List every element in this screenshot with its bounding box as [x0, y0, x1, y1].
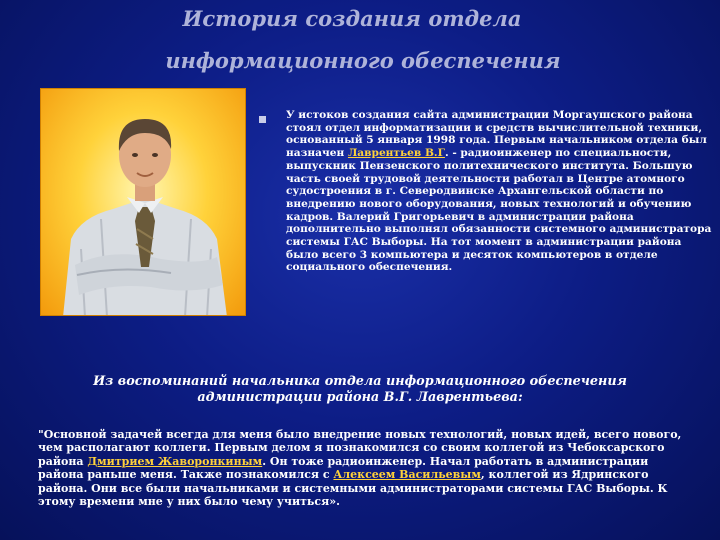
quote-text-part1: "Основной задачей всегда для меня было внедрение новых технологий, новых идей, всего нового, чем располагают коллеги. Первым делом я познакомился со своим коллегой из Чебоксарского района [38, 428, 682, 468]
quote-text-part2: . Он тоже радиоинженер. Начал работать в администрации района раньше меня. Также познакомился с [38, 454, 649, 482]
portrait-illustration [41, 89, 246, 316]
lavrentyev-link[interactable]: Лаврентьев В.Г [347, 147, 445, 160]
slide-title-line2: информационного обеспечения [165, 48, 561, 73]
vasiliev-link[interactable]: Алексеем Васильевым [333, 468, 481, 482]
quote-text-part3: , коллегой из Ядринского района. Они все были начальниками и системными администраторами системы ГАС Выборы. К этому времени мне у них было чему учиться». [38, 468, 668, 509]
memoir-heading: Из воспоминаний начальника отдела информационного обеспечения администрации района В.Г. Лаврентьева: [93, 374, 627, 405]
history-text-part2: . - радиоинженер по специальности, выпускник Пензенского политехнического института. Большую часть своей трудовой деятельности работал в Центре атомного судостроения в г. Северодвинске Архангельской области по внедрению нового оборудования, новых технологий и обучению кадров. Валерий Григорьевич в администрации района дополнительно выполнял обязанности системного администратора системы ГАС Выборы. На тот момент в администрации района было всего 3 компьютера и десяток компьютеров в отделе социального обеспечения. [286, 147, 712, 274]
slide-title-line1: История создания отдела [182, 6, 522, 31]
bullet-square-icon [259, 116, 266, 123]
zhavoronkin-link[interactable]: Дмитрием Жаворонкиным [87, 454, 263, 468]
history-text-part1: У истоков создания сайта администрации Моргаушского района стоял отдел информатизации и средств вычислительной техники, основанный 5 января 1998 года. Первым начальником отдела был назначен [286, 109, 707, 160]
memoir-quote [38, 428, 688, 508]
portrait-photo [40, 88, 246, 316]
history-paragraph [286, 109, 712, 274]
